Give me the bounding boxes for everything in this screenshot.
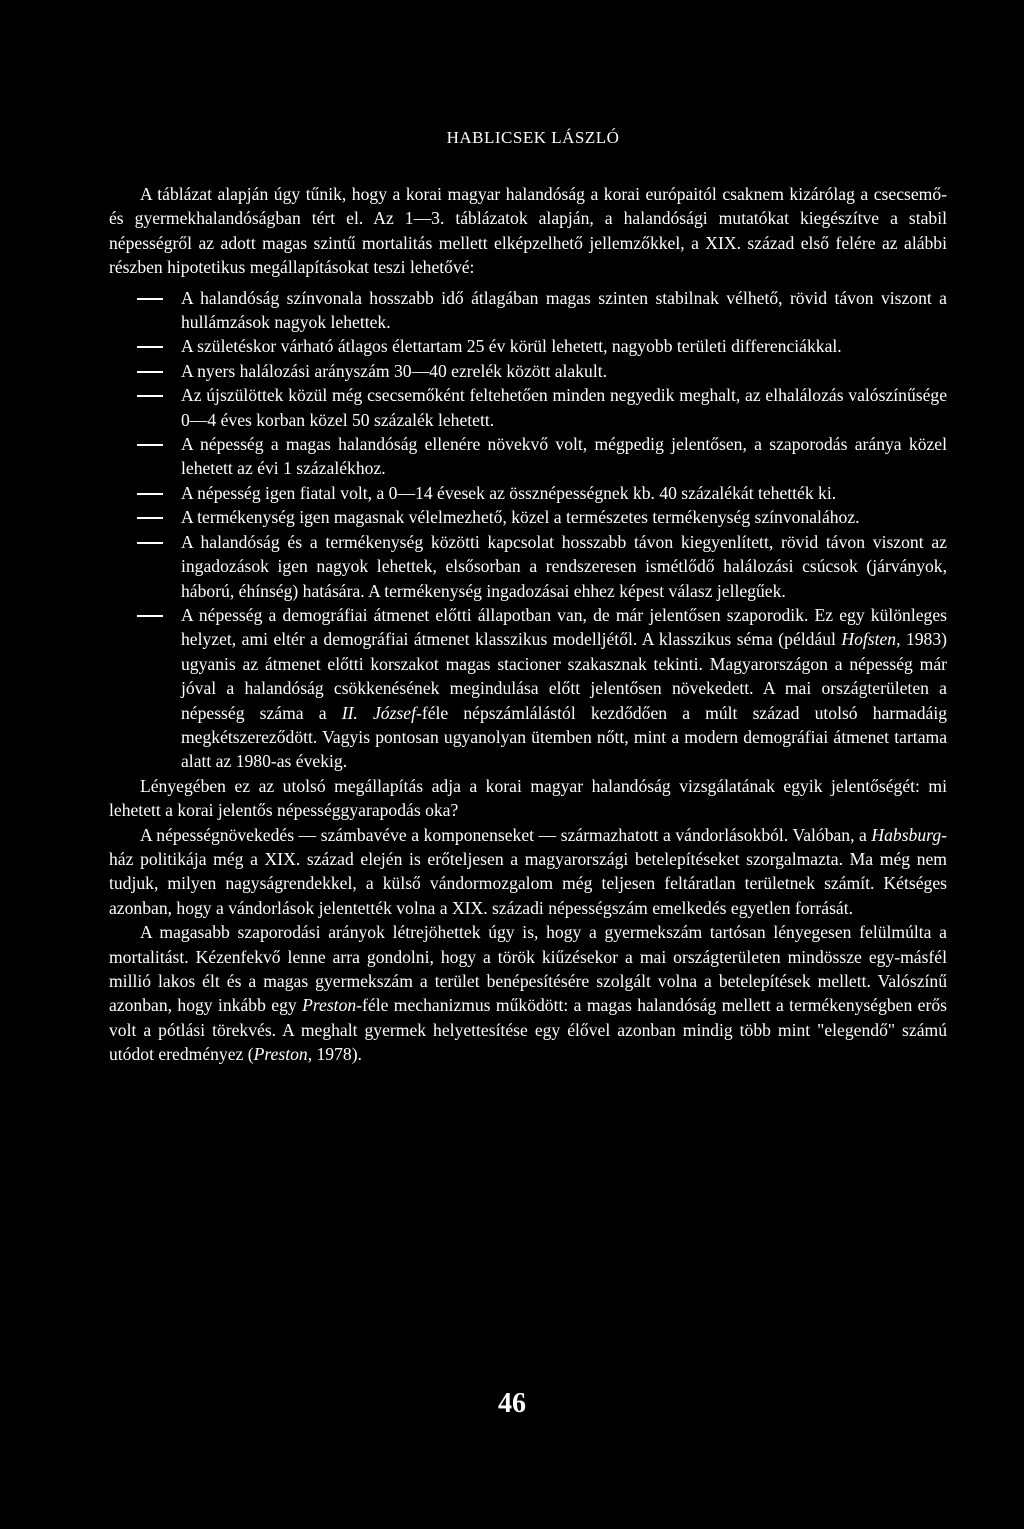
list-item-text: A népesség a demográfiai átmenet előtti állapotban van, de már jelentősen szaporodik. Ez egy különleges helyzet, ami eltér a demográfiai átmenet klasszikus modelljétől. A klasszikus séma (például xyxy=(181,604,947,650)
list-item xyxy=(109,286,947,335)
list-item-text: A születéskor várható átlagos élettartam 25 év körül lehetett, nagyobb területi differenciákkal. xyxy=(181,336,842,357)
paragraph-text: -ház politikája még a XIX. század elején is erőteljesen a magyarországi betelepítéseket szorgalmazta. Ma még nem tudjuk, milyen nagyságrendekkel, a külső vándormozgalom még teljesen feltáratlan területnek számít. Kétséges azonban, hogy a vándorlások jelentették volna a XIX. századi népességszám emelkedés egyetlen forrását. xyxy=(109,824,947,918)
list-item xyxy=(109,383,947,432)
list-item-text: A halandóság és a termékenység közötti kapcsolat hosszabb távon kiegyenlített, rövid távon viszont az ingadozások igen nagyok lehettek, elsősorban a rendszeresen ismétlődő halálozási csúcsok (járványok, háború, éhínség) hatására. A termékenység ingadozásai ehhez képest válasz jellegűek. xyxy=(181,531,947,601)
list-item xyxy=(109,481,947,505)
list-item xyxy=(109,334,947,358)
list-item-text: A népesség a magas halandóság ellenére növekvő volt, mégpedig jelentősen, a szaporodás aránya közel lehetett az évi 1 százalékhoz. xyxy=(181,434,947,479)
citation-author: Preston xyxy=(253,1044,308,1065)
list-item-text: , 1983) ugyanis az átmenet előtti korszakot magas stacioner szakasznak tekinti. Magyarországon a népesség már jóval a halandóság csökkenésének megindulása előtt jelentősen növekedett. A mai országterületen a népesség száma a xyxy=(181,629,947,723)
citation-author: Hofsten xyxy=(841,629,897,650)
paragraph-text: A magasabb szaporodási arányok létrejöhettek úgy is, hogy a gyermekszám tartósan lényegesen felülmúlta a mortalitást. Kézenfekvő lenne arra gondolni, hogy a török kiűzésekor a mai országterületen mindössze egy-másfél millió lakos élt és a magas gyermekszám a terület benépesítésére szolgált volna a betelepítések mellett. Valószínű azonban, hogy inkább egy xyxy=(109,922,947,1016)
page-body xyxy=(109,128,947,1067)
dynasty-name: Habsburg xyxy=(871,824,942,845)
page-number: 46 xyxy=(498,1388,526,1419)
list-item xyxy=(109,432,947,481)
list-item xyxy=(109,359,947,383)
list-item xyxy=(109,530,947,603)
running-head: HABLICSEK LÁSZLÓ xyxy=(446,128,620,147)
list-item xyxy=(109,603,947,774)
paragraph: Lényegében ez az utolsó megállapítás adja a korai magyar halandóság vizsgálatának egyik jelentőségét: mi lehetett a korai jelentős népességgyarapodás oka? xyxy=(109,775,947,821)
list-item-text: -féle népszámlálástól kezdődően a múlt század utolsó harmadáig megkétszereződött. Vagyis pontosan ugyanolyan ütemben nőtt, mint a modern demográfiai átmenet tartama alatt az 1980-as évekig. xyxy=(181,702,948,772)
list-item-text: Az újszülöttek közül még csecsemőként feltehetően minden negyedik meghalt, az elhalálozás valószínűsége 0—4 éves korban közel 50 százalék lehetett. xyxy=(181,385,947,430)
citation-author: Preston xyxy=(302,995,357,1016)
paragraph-text: A népességnövekedés — számbavéve a komponenseket — származhatott a vándorlásokból. Valóban, a xyxy=(140,824,872,845)
hypothesis-list xyxy=(109,286,947,774)
paragraph-text: , 1978). xyxy=(307,1044,362,1065)
paragraph xyxy=(109,823,947,921)
paragraph xyxy=(109,920,947,1066)
list-item-text: A termékenység igen magasnak vélelmezhető, közel a természetes termékenység színvonalához. xyxy=(181,507,860,528)
paragraph-text: -féle mechanizmus működött: a magas halandóság mellett a termékenységben erős volt a pótlási törekvés. A meghalt gyermek helyettesítése egy élővel azonban mindig több mint "elegendő" számú utódot eredményez ( xyxy=(109,995,947,1065)
intro-paragraph: A táblázat alapján úgy tűnik, hogy a korai magyar halandóság a korai európaitól csaknem kizárólag a csecsemő- és gyermekhalandóságban tért el. Az 1—3. táblázatok alapján, a halandósági mutatókat kiegészítve a stabil népességről az adott magas szintű mortalitás mellett elképzelhető jellemzőkkel, a XIX. század első felére az alábbi részben hipotetikus megállapításokat teszi lehetővé: xyxy=(109,184,947,278)
list-item-text: A halandóság színvonala hosszabb idő átlagában magas szinten stabilnak vélhető, rövid távon viszont a hullámzások nagyok lehettek. xyxy=(181,287,947,333)
person-name: II. József xyxy=(341,702,416,723)
list-item xyxy=(109,505,947,529)
list-item-text: A nyers halálozási arányszám 30—40 ezrelék között alakult. xyxy=(181,360,608,381)
list-item-text: A népesség igen fiatal volt, a 0—14 évesek az össznépességnek kb. 40 százalékát tehették ki. xyxy=(181,482,837,503)
